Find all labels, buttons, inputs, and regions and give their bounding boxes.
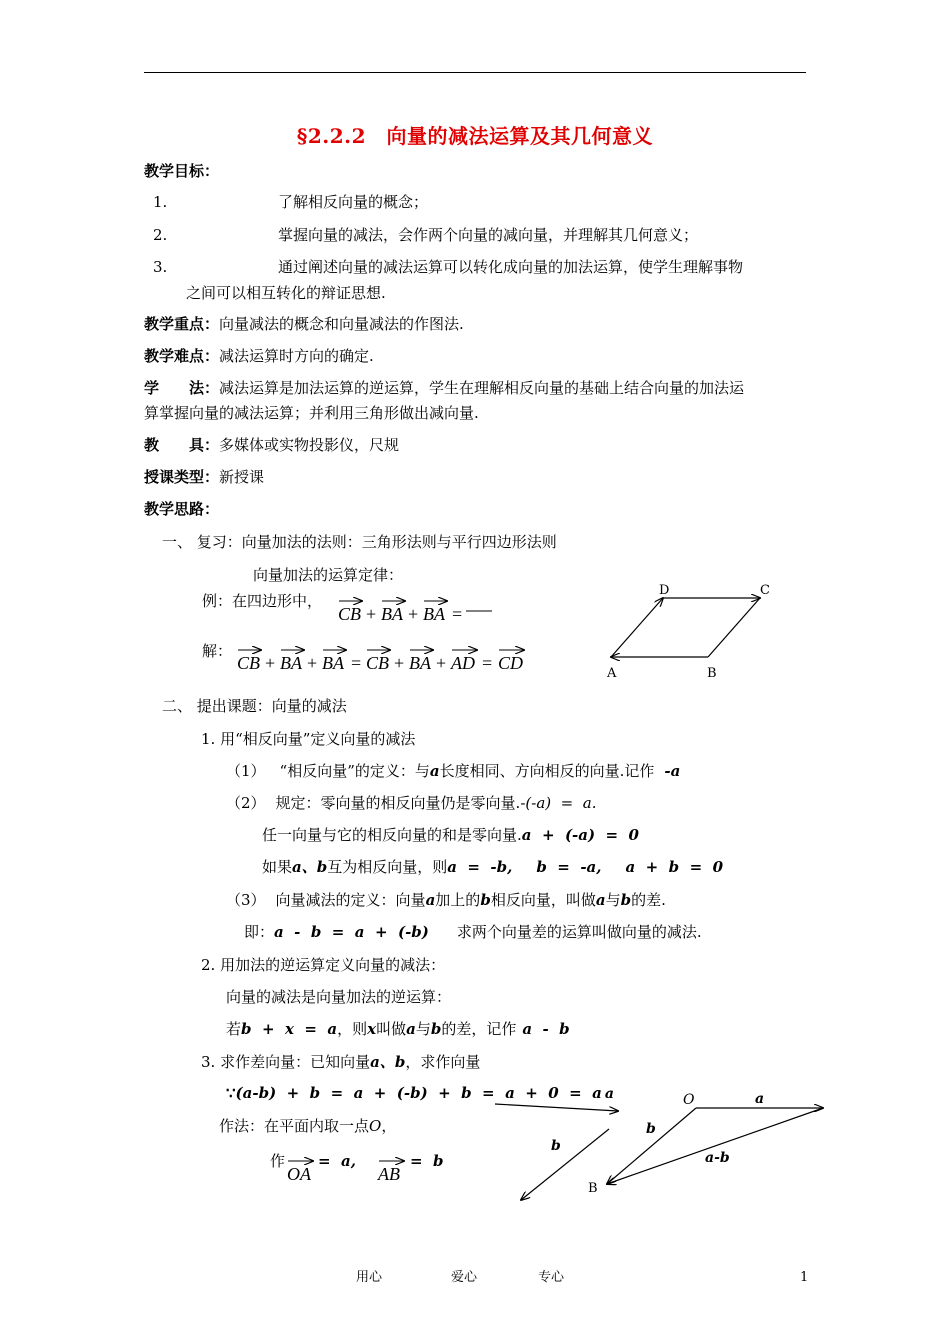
text: 如果: [262, 858, 293, 876]
text: 的差.: [631, 891, 666, 909]
text: 与: [605, 891, 621, 909]
label-B: B: [707, 666, 717, 681]
vector-OA: OA: [287, 1164, 311, 1184]
key-point-label: 教学重点：: [144, 315, 220, 333]
vars-ab: a、b: [292, 858, 328, 876]
var-a: a: [406, 1020, 416, 1038]
expr: a + (-a) = 0: [521, 826, 639, 844]
label-D: D: [659, 583, 670, 598]
label-C: C: [760, 583, 770, 598]
text: 互为相反向量，则: [327, 858, 448, 876]
text: 求两个向量差的运算叫做向量的减法.: [456, 923, 702, 941]
method-line2: 算掌握向量的减法运算；并利用三角形做出减向量.: [144, 404, 479, 422]
var-b: b: [430, 1020, 442, 1038]
item-num: （1）: [226, 762, 266, 780]
text: 若: [226, 1020, 242, 1038]
item-num: （3）: [226, 891, 266, 909]
text: 加上的: [435, 891, 481, 909]
point-O: O: [369, 1117, 382, 1135]
expr: b + x = a: [241, 1020, 338, 1038]
var-a: a: [595, 891, 606, 909]
label-O: O: [683, 1092, 695, 1108]
vector-BA: BA: [381, 604, 403, 624]
text: 叫做: [376, 1020, 407, 1038]
vector-overarrows: [238, 601, 524, 1161]
example-label: 例：在四边形中，: [202, 592, 323, 610]
item-num: （2）: [226, 794, 266, 812]
text: ，: [381, 1117, 397, 1135]
plus-sign: +: [394, 653, 405, 673]
plus-sign: +: [366, 604, 377, 624]
objective-num: 3.: [153, 258, 168, 276]
var-a: a: [604, 1086, 614, 1102]
equals-sign: =: [351, 653, 362, 673]
plus-sign: +: [436, 653, 447, 673]
footer-item: 专心: [538, 1270, 565, 1285]
expr: = b: [410, 1152, 444, 1170]
because-symbol: ∵: [226, 1084, 236, 1102]
tools-label: 教 具：: [144, 436, 220, 454]
objective-text: 了解相反向量的概念；: [278, 193, 429, 211]
lesson-type-label: 授课类型：: [144, 468, 220, 486]
expr: (a-b) + b = a + (-b) + b = a + 0 = a: [235, 1084, 602, 1102]
method-label: 学 法：: [144, 379, 220, 397]
expr: -(-a) = a.: [520, 794, 597, 812]
label-b: b: [551, 1138, 561, 1154]
text: 的差，记作: [441, 1020, 517, 1038]
expr: a = -b,: [447, 858, 513, 876]
objective-num: 1.: [153, 193, 168, 211]
label-b: b: [646, 1121, 656, 1137]
objective-text: 通过阐述向量的减法运算可以转化成向量的加法运算，使学生理解事物: [278, 258, 744, 276]
text: 长度相同、方向相反的向量.记作: [439, 762, 655, 780]
objective-num: 2.: [153, 226, 168, 244]
plus-sign: +: [265, 653, 276, 673]
objective-text: 掌握向量的减法，会作两个向量的减向量，并理解其几何意义；: [278, 226, 699, 244]
vector-CD: CD: [498, 653, 524, 673]
expr: a - b = a + (-b): [274, 923, 429, 941]
text: 任一向量与它的相反向量的和是零向量.: [262, 826, 522, 844]
text: 与: [415, 1020, 431, 1038]
label-a: a: [755, 1091, 765, 1107]
text: 规定：零向量的相反向量仍是零向量.: [275, 794, 521, 812]
label-A: A: [607, 666, 617, 681]
vector-CB: CB: [366, 653, 390, 673]
tools-text: 多媒体或实物投影仪，尺规: [219, 436, 400, 454]
page-number: 1: [800, 1270, 809, 1285]
key-point-text: 向量减法的概念和向量减法的作图法.: [219, 315, 464, 333]
expr: b = -a,: [536, 858, 602, 876]
vector-BA: BA: [280, 653, 302, 673]
label-a-minus-b: a-b: [705, 1150, 730, 1166]
label-B: B: [588, 1181, 598, 1196]
subsection-2: 2. 用加法的逆运算定义向量的减法：: [201, 956, 446, 974]
review-heading: 一、 复习：向量加法的法则：三角形法则与平行四边形法则: [162, 533, 557, 551]
vector-BA: BA: [423, 604, 445, 624]
vector-AB: AB: [378, 1164, 400, 1184]
var-a: a: [425, 891, 436, 909]
parallelogram-figure: [611, 598, 760, 657]
plus-sign: +: [408, 604, 419, 624]
difference-triangle: [607, 1108, 823, 1184]
vector-AD: AD: [451, 653, 475, 673]
lesson-type-text: 新授课: [219, 468, 265, 486]
topic-heading: 二、 提出课题：向量的减法: [162, 697, 347, 715]
equals-sign: =: [452, 604, 463, 624]
text: ，求作向量: [405, 1053, 481, 1071]
text: 3. 求作差向量：已知向量: [201, 1053, 371, 1071]
equals-sign: =: [482, 653, 493, 673]
difficulty-text: 减法运算时方向的确定.: [219, 347, 374, 365]
vector-BA: BA: [322, 653, 344, 673]
subsection-1: 1. 用“相反向量”定义向量的减法: [201, 730, 416, 748]
plus-sign: +: [307, 653, 318, 673]
text: 向量减法的定义：向量: [275, 891, 426, 909]
expr: a - b: [522, 1020, 570, 1038]
objectives-heading: 教学目标：: [144, 162, 220, 180]
footer-item: 用心: [356, 1270, 383, 1285]
review-law: 向量加法的运算定律：: [253, 566, 404, 584]
text: 相反向量，叫做: [490, 891, 596, 909]
vector-CB: CB: [338, 604, 362, 624]
approach-heading: 教学思路：: [144, 500, 220, 518]
var-b: b: [480, 891, 491, 909]
expr: = a,: [318, 1152, 356, 1170]
construct-label: 作: [270, 1152, 286, 1170]
vector-CB: CB: [237, 653, 261, 673]
var-x: x: [367, 1020, 377, 1038]
expr-neg-a: -a: [664, 762, 681, 780]
page-title: §2.2.2 向量的减法运算及其几何意义: [296, 124, 654, 148]
difficulty-label: 教学难点：: [144, 347, 220, 365]
solution-label: 解：: [202, 642, 233, 660]
text: 作法：在平面内取一点: [219, 1117, 370, 1135]
vars-ab: a、b: [370, 1053, 406, 1071]
text: ，则: [337, 1020, 368, 1038]
footer-item: 爱心: [451, 1270, 478, 1285]
vector-BA: BA: [409, 653, 431, 673]
expr: a + b = 0: [625, 858, 724, 876]
var-b: b: [620, 891, 632, 909]
objective-text-cont: 之间可以相互转化的辩证思想.: [186, 284, 386, 302]
given-vectors: [495, 1104, 618, 1200]
label: 即：: [244, 923, 275, 941]
text: “相反向量”的定义：与: [279, 762, 430, 780]
method-text: 减法运算是加法运算的逆运算，学生在理解相反向量的基础上结合向量的加法运: [219, 379, 745, 397]
var-a: a: [429, 762, 440, 780]
inverse-op-text: 向量的减法是向量加法的逆运算：: [226, 988, 452, 1006]
